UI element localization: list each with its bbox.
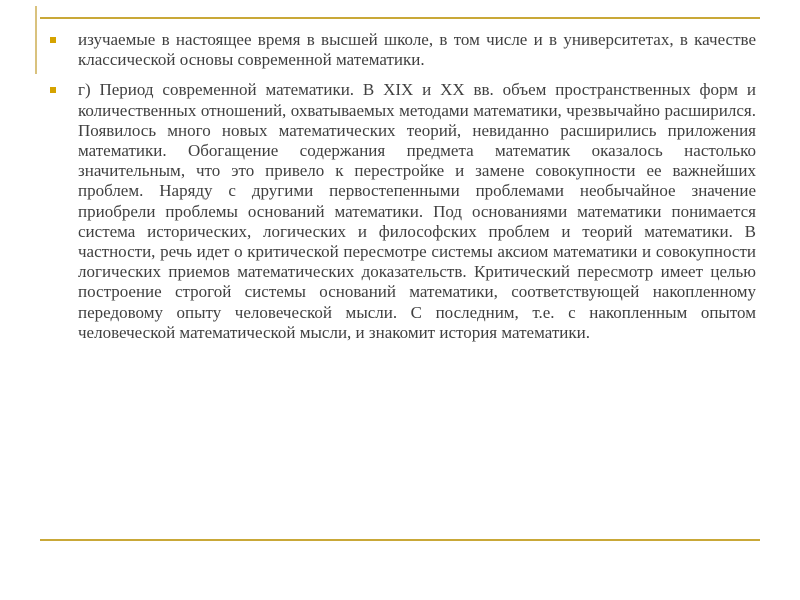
square-bullet-icon xyxy=(50,87,56,93)
top-divider-line xyxy=(40,17,760,19)
corner-accent-line xyxy=(35,6,37,74)
bullet-item-1 xyxy=(44,30,756,70)
bullet-item-2-text: г) Период современной математики. В XIX и XX вв. объем пространственных форм и количественных отношений, охватываемых методами математики, чрезвычайно расширился. Появилось много новых математических теорий, невиданно расширились приложения математики. Обогащение содержания предмета математик оказалось настолько значительным, что это привело к перестройке и замене совокупности ее важнейших проблем. Наряду с другими первостепенными проблемами необычайное значение приобрели проблемы оснований математики. Под основаниями математики понимается система исторических, логических и философских проблем и теорий математики. В частности, речь идет о критической пересмотре системы аксиом математики и совокупности логических приемов математических доказательств. Критический пересмотр имеет целью построение строгой системы оснований математики, соответствующей накопленному передовому опыту человеческой мысли. С последним, т.е. с накопленным опытом человеческой математической мысли, и знакомит история математики. xyxy=(78,80,756,342)
bullet-item-2 xyxy=(44,80,756,343)
square-bullet-icon xyxy=(50,37,56,43)
bullet-item-1-text: изучаемые в настоящее время в высшей школе, в том числе и в университетах, в качестве классической основы современной математики. xyxy=(78,30,756,70)
slide-body xyxy=(44,30,756,343)
bottom-divider-line xyxy=(40,539,760,541)
